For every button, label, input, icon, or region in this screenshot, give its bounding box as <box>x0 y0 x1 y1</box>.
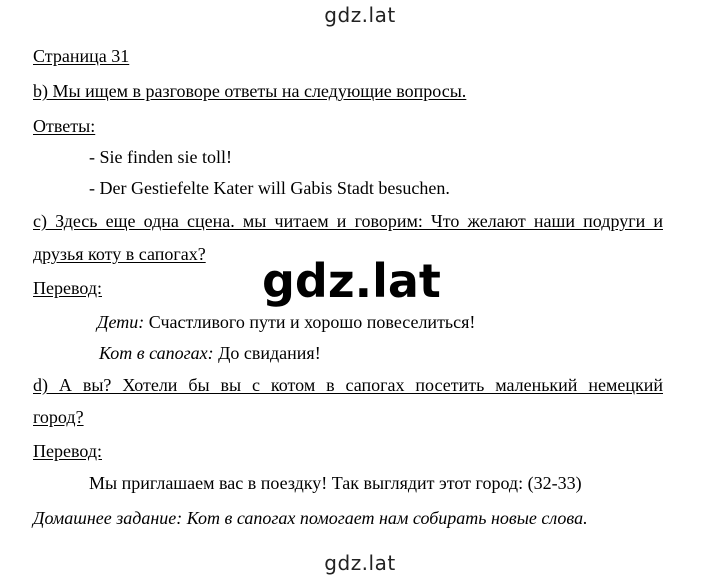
answer-item: - Der Gestiefelte Kater will Gabis Stadt besuchen. <box>89 178 450 198</box>
watermark-bottom: gdz.lat <box>324 551 396 575</box>
dialogue-line-children <box>97 311 475 333</box>
translation-label-d: Перевод: <box>33 441 102 461</box>
watermark-top: gdz.lat <box>324 3 396 27</box>
translation-label-c: Перевод: <box>33 278 102 298</box>
translation-d: Мы приглашаем вас в поездку! Так выглядит этот город: (32-33) <box>89 473 582 493</box>
question-c-line2: друзья коту в сапогах? <box>33 244 206 264</box>
speaker-cat: Кот в сапогах: <box>99 343 214 363</box>
answers-label: Ответы: <box>33 116 96 136</box>
question-c-line1: c) Здесь еще одна сцена. мы читаем и говорим: Что желают наши подруги и <box>33 211 663 231</box>
speech-cat: До свидания! <box>213 343 321 363</box>
watermark-center: gdz.lat <box>262 254 441 308</box>
homework: Домашнее задание: Кот в сапогах помогает нам собирать новые слова. <box>33 508 588 528</box>
speaker-children: Дети: <box>97 312 145 332</box>
page-label: Страница 31 <box>33 46 130 66</box>
question-d-line1: d) А вы? Хотели бы вы с котом в сапогах посетить маленький немецкий <box>33 375 663 395</box>
question-b: b) Мы ищем в разговоре ответы на следующие вопросы. <box>33 81 467 101</box>
question-d-line2: город? <box>33 407 84 427</box>
speech-children: Счастливого пути и хорошо повеселиться! <box>144 312 476 332</box>
answer-item: - Sie finden sie toll! <box>89 147 232 167</box>
dialogue-line-cat <box>99 342 321 364</box>
